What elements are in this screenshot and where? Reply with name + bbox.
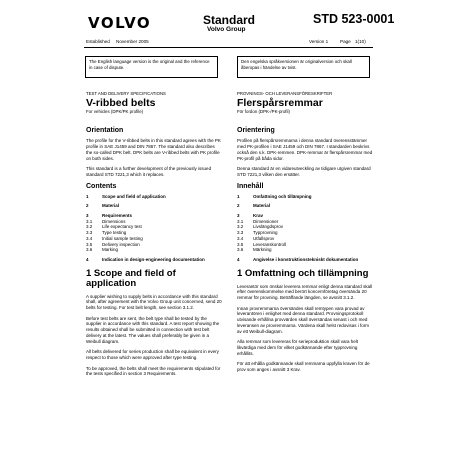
toc-item: 3.4 Initial sample testing: [86, 235, 143, 241]
toc-item: 3.3 Typprovning: [237, 230, 278, 236]
document-subtitle: For vehicles (DPK/PK profile): [86, 108, 144, 114]
swedish-column: [237, 91, 373, 378]
orientation-heading: Orientation: [86, 127, 124, 135]
toc-item: 4 Angivelse i konstruktionstekniskt dokumentation: [237, 256, 359, 262]
contents-list: [86, 194, 222, 263]
toc-item: 3.2 Livslängdsprov: [237, 224, 284, 230]
toc-item: 3.6 Märkning: [237, 247, 272, 253]
orientation-paragraph-1: The profile for the V-ribbed belts in this standard agrees with the PK profile in SAE J1459 and DIN 7867. The standard also describes the so-called DPK belt. DPK belts are V-ribbed belts with PK profile on both sides.: [86, 138, 221, 161]
contents-heading: Contents: [86, 182, 117, 190]
standard-label: Standard: [203, 13, 256, 27]
language-notice-sv: Den engelska språkversionen är originalversion och skall åberopas i händelse av tvist.: [237, 56, 370, 78]
volvo-logo: VOLVO: [88, 14, 152, 32]
version-label: Version 1: [309, 39, 329, 44]
orientation-paragraph-1-sv: Profilen på flerspårsremmarna i denna standard överensstämmer med PK-profilen i SAE J1459 och DIN 7867. I standarden beskrivs också den s.k. DPK-remmen. DPK-remmar är flerspårsremmar med PK-profil på båda sidor.: [237, 138, 373, 161]
page-value: 1(10): [355, 39, 366, 44]
scope-paragraph-3-sv: Alla remmar som levereras för serieproduktion skall vara helt likvärdiga med dem för vilket godkännande efter typprovning erhållits.: [237, 339, 359, 356]
scope-paragraph-2: Before test belts are sent, the belt type shall be tested by the supplier in accordance with this standard. A test report showing the results obtained shall be submitted in connection with test belt delivery at the latest. The values shall preferably be given in a Weibull diagram.: [86, 315, 220, 344]
toc-item: 3.5 Leveranskontroll: [237, 241, 287, 247]
toc-item: 1 Omfattning och tillämpning: [237, 193, 312, 199]
standard-number: STD 523-0001: [313, 12, 395, 26]
established-date: November 2005: [116, 39, 149, 44]
scope-paragraph-3: All belts delivered for series production shall be equivalent in every respect to those which were approved after type testing.: [86, 349, 219, 360]
orientation-heading-sv: Orientering: [237, 127, 275, 135]
scope-paragraph-2-sv: Innan provremmarna översändes skall remtypen vara provad av leverantören i enlighet med denna standard. Provningsprotokoll utvisande erhållna provvärden skall översändas senast i och med leveransen av provremmarna. Värdena skall helst redovisas i form av ett Weibull-diagram.: [237, 305, 370, 334]
language-notice-en: The English language version is the original and the reference in case of dispute.: [85, 56, 218, 78]
scope-heading-sv: 1 Omfattning och tillämpning: [237, 267, 369, 279]
orientation-paragraph-2: This standard is a further development of the previously issued standard STD 7221,3 which it replaces.: [86, 166, 212, 177]
scope-heading: 1 Scope and field of application: [86, 267, 176, 289]
contents-heading-sv: Innehåll: [237, 182, 264, 190]
toc-item: 3.2 Life expectancy test: [86, 224, 142, 230]
toc-item: 2 Material: [86, 203, 120, 209]
scope-paragraph-1-sv: Leverantör som önskar leverera remmar enligt denna standard skall efter överenskommelse med berört koncernföretag översända 20 remmar för provning. Beträffande längden, se avsnitt 3.1.2.: [237, 283, 373, 301]
toc-item: 3.6 Marking: [86, 247, 119, 253]
page-label: Page: [340, 39, 351, 44]
scope-paragraph-1: A supplier wishing to supply belts in accordance with this standard shall, after agreement with the Volvo Group unit concerned, send 20 belts for testing. For test belt length, see section 3.1.2.: [86, 293, 222, 311]
scope-paragraph-4: To be approved, the belts shall meet the requirements stipulated for the tests specified in section 3 Requirements.: [86, 365, 221, 377]
toc-item: 3 Krav: [237, 213, 264, 219]
toc-item: 1 Scope and field of application: [86, 193, 166, 199]
toc-item: 2 Material: [237, 203, 271, 209]
toc-item: 3 Requirements: [86, 213, 133, 219]
scope-paragraph-4-sv: För att erhålla godkännande skall remmarna uppfylla kraven för de prov som anges i avsnitt 3 Krav.: [237, 361, 370, 373]
english-column: [86, 91, 222, 382]
contents-list-sv: [237, 194, 373, 263]
group-label: Volvo Group: [207, 26, 246, 33]
header-rule: [84, 47, 373, 48]
spec-kicker: TEST AND DELIVERY SPECIFICATIONS: [86, 91, 166, 96]
toc-item: 4 Indication in design-engineering documentation: [86, 256, 205, 262]
toc-item: 3.1 Dimensions: [86, 218, 126, 224]
orientation-paragraph-2-sv: Denna standard är en vidareutveckling av tidigare utgiven standard STD 7221,3 vilken den ersätter.: [237, 166, 371, 177]
toc-item: 3.3 Type testing: [86, 230, 127, 236]
document-title: V-ribbed belts: [86, 96, 156, 109]
spec-kicker-sv: PROVNINGS- OCH LEVERANSFÖRESKRIFTER: [237, 91, 333, 96]
toc-item: 3.4 Utfallsprov: [237, 235, 275, 241]
toc-item: 3.1 Dimensioner: [237, 218, 279, 224]
established-label: Established: [86, 39, 110, 44]
document-subtitle-sv: För fordon (DPK-/PK-profil): [237, 108, 290, 114]
document-title-sv: Flerspårsremmar: [237, 96, 323, 109]
toc-item: 3.5 Delivery inspection: [86, 241, 140, 247]
